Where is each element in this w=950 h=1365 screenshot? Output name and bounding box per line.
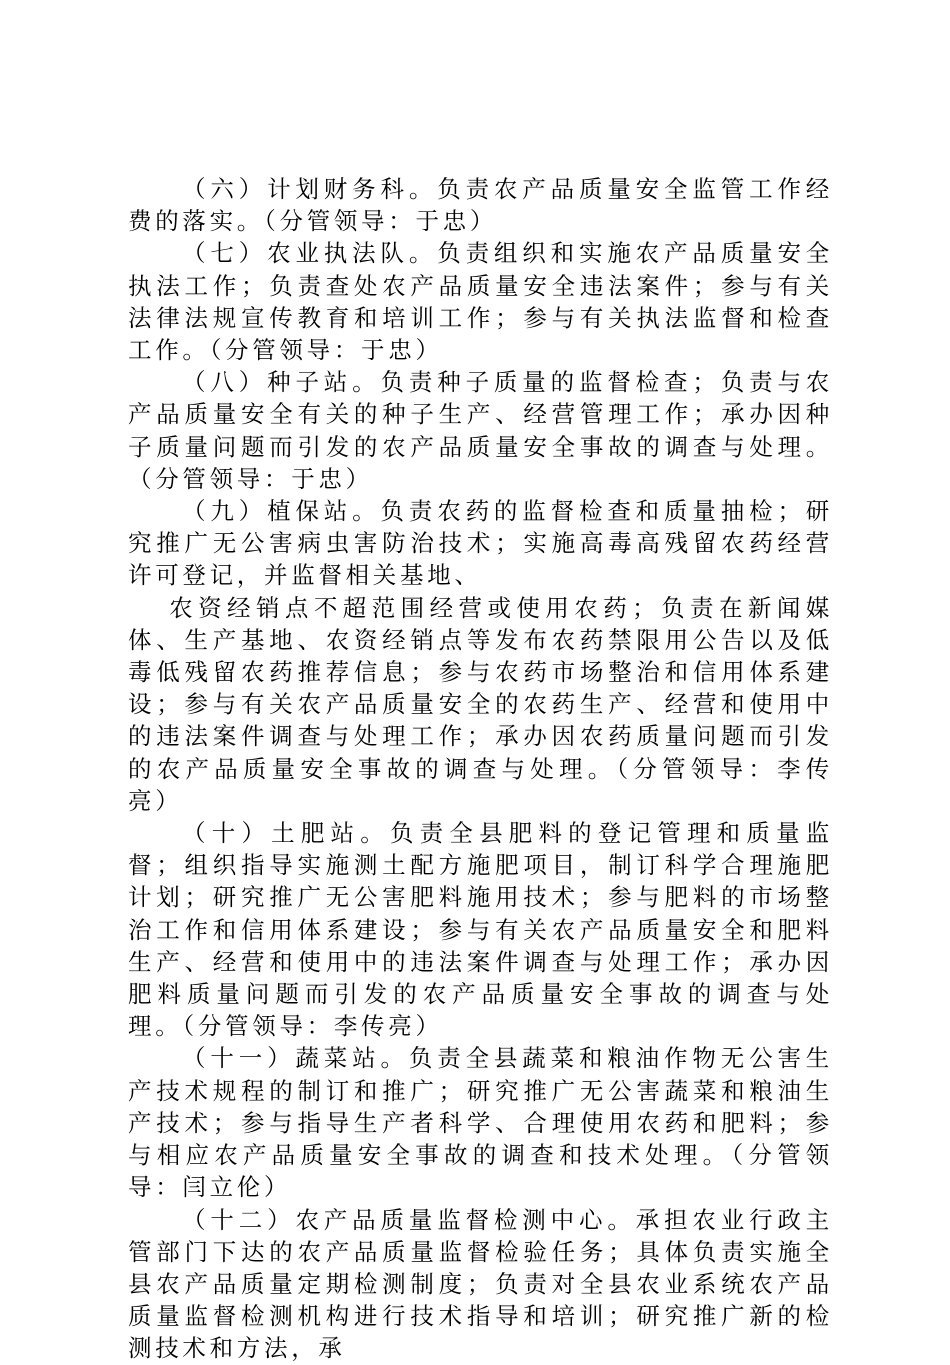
paragraph-finance-section: （六）计划财务科。负责农产品质量安全监管工作经费的落实。（分管领导：于忠） (128, 175, 833, 236)
paragraph-law-enforcement-team: （七）农业执法队。负责组织和实施农产品质量安全执法工作；负责查处农产品质量安全违法案件；参与有关法律法规宣传教育和培训工作；参与有关执法监督和检查工作。（分管领导：于忠） (128, 239, 833, 365)
paragraph-vegetable-station: （十一）蔬菜站。负责全县蔬菜和粮油作物无公害生产技术规程的制订和推广；研究推广无公害蔬菜和粮油生产技术；参与指导生产者科学、合理使用农药和肥料；参与相应农产品质量安全事故的调查和技术处理。（分管领导：闫立伦） (128, 1044, 833, 1202)
paragraph-seed-station: （八）种子站。负责种子质量的监督检查；负责与农产品质量安全有关的种子生产、经营管理工作；承办因种子质量问题而引发的农产品质量安全事故的调查与处理。（分管领导：于忠） (128, 368, 833, 493)
paragraph-plant-protection-continued: 农资经销点不超范围经营或使用农药；负责在新闻媒体、生产基地、农资经销点等发布农药禁限用公告以及低毒低残留农药推荐信息；参与农药市场整治和信用体系建设；参与有关农产品质量安全的农药生产、经营和使用中的违法案件调查与处理工作；承办因农药质量问题而引发的农产品质量安全事故的调查与处理。（分管领导：李传亮） (128, 593, 833, 815)
paragraph-quality-testing-center: （十二）农产品质量监督检测中心。承担农业行政主管部门下达的农产品质量监督检验任务；具体负责实施全县农产品质量定期检测制度；负责对全县农业系统农产品质量监督检测机构进行技术指导和培训；研究推广新的检测技术和方法，承 (128, 1205, 833, 1363)
document-body (128, 173, 833, 1365)
paragraph-soil-fertilizer-station: （十）土肥站。负责全县肥料的登记管理和质量监督；组织指导实施测土配方施肥项目，制订科学合理施肥计划；研究推广无公害肥料施用技术；参与肥料的市场整治工作和信用体系建设；参与有关农产品质量安全和肥料生产、经营和使用中的违法案件调查与处理工作；承办因肥料质量问题而引发的农产品质量安全事故的调查与处理。（分管领导：李传亮） (128, 819, 833, 1041)
paragraph-plant-protection-station: （九）植保站。负责农药的监督检查和质量抽检；研究推广无公害病虫害防治技术；实施高毒高残留农药经营许可登记，并监督相关基地、 (128, 497, 833, 590)
